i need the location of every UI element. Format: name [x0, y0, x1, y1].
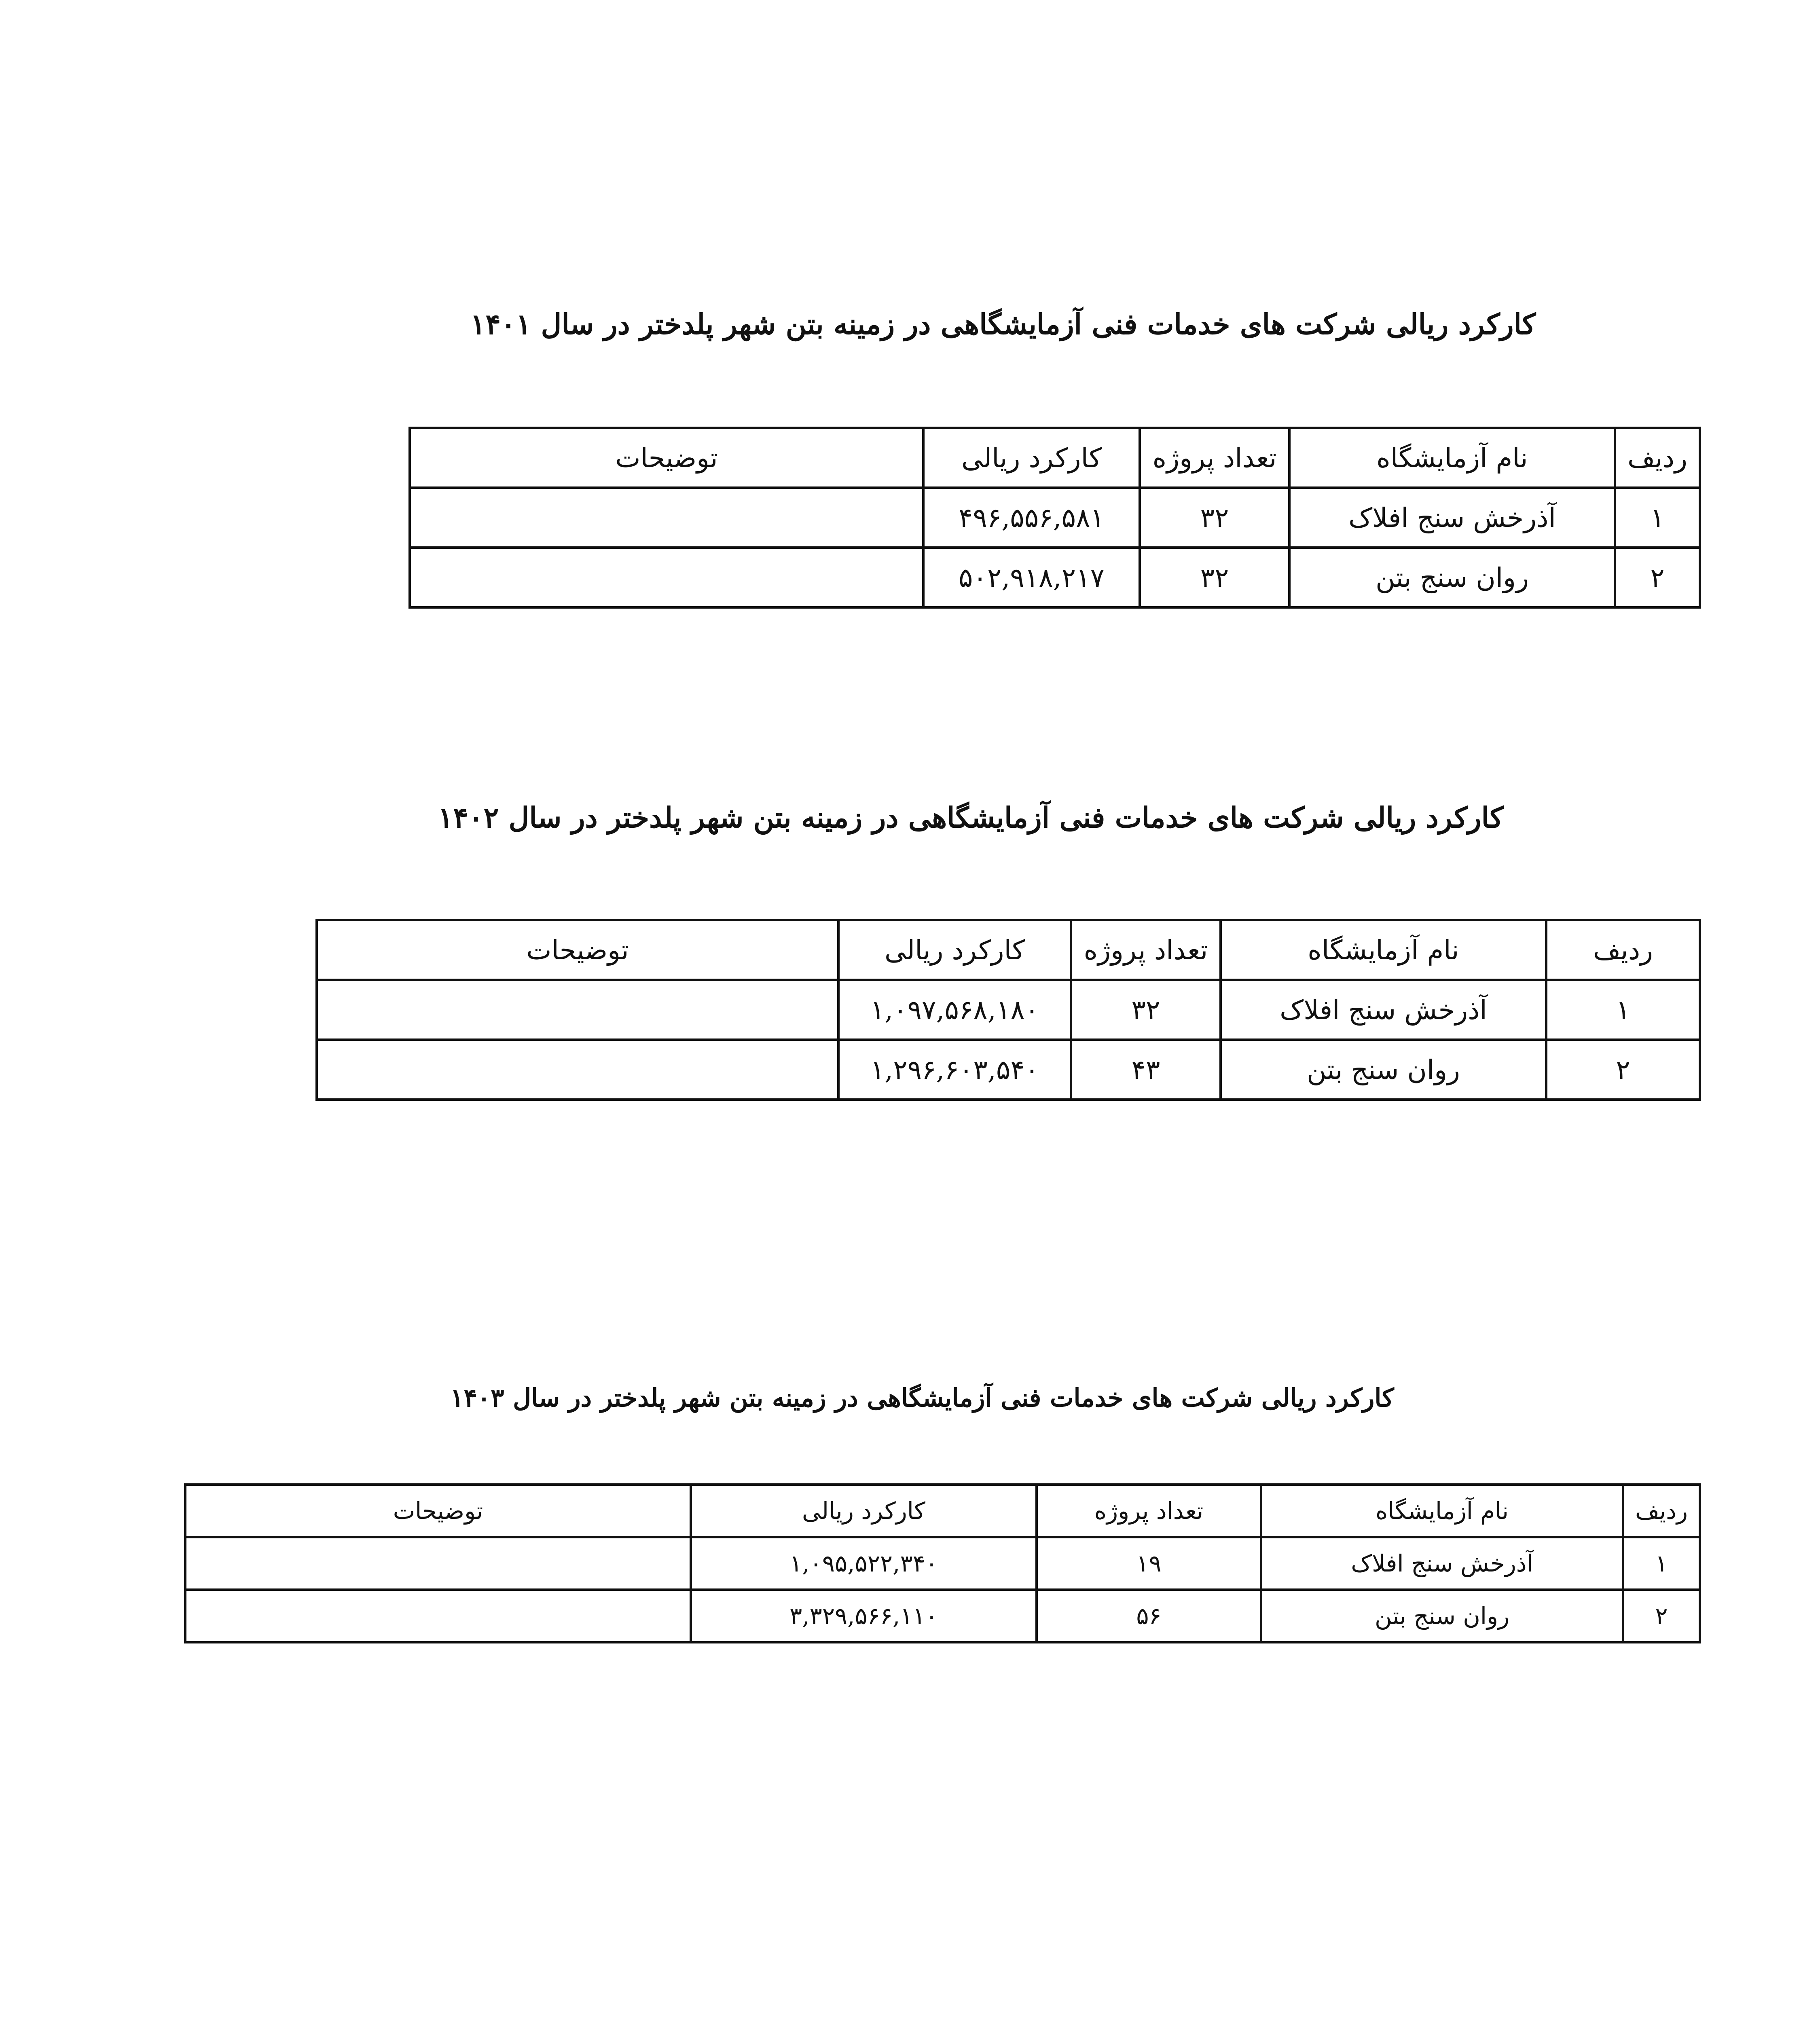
header-notes: توضیحات [317, 920, 838, 980]
table-row [185, 1537, 1700, 1590]
header-row-number: ردیف [1615, 428, 1700, 488]
cell-notes [317, 1040, 838, 1100]
cell-row-number: ۲ [1546, 1040, 1700, 1100]
cell-revenue: ۴۹۶,۵۵۶,۵۸۱ [923, 488, 1140, 548]
cell-notes [410, 488, 923, 548]
cell-revenue: ۳,۳۲۹,۵۶۶,۱۱۰ [691, 1590, 1037, 1642]
cell-notes [185, 1537, 691, 1590]
cell-row-number: ۲ [1623, 1590, 1700, 1642]
table-row [317, 1040, 1700, 1100]
cell-row-number: ۲ [1615, 548, 1700, 607]
header-project-count: تعداد پروژه [1140, 428, 1289, 488]
cell-revenue: ۱,۰۹۷,۵۶۸,۱۸۰ [838, 980, 1071, 1040]
table-title: کارکرد ریالی شرکت های خدمات فنی آزمایشگاهی در زمینه بتن شهر پلدختر در سال ۱۴۰۳ [450, 1383, 1394, 1413]
header-revenue: کارکرد ریالی [923, 428, 1140, 488]
table-row [410, 548, 1700, 607]
cell-lab-name: آذرخش سنج افلاک [1221, 980, 1546, 1040]
header-row-number: ردیف [1623, 1485, 1700, 1537]
cell-project-count: ۳۲ [1071, 980, 1221, 1040]
header-project-count: تعداد پروژه [1071, 920, 1221, 980]
cell-project-count: ۴۳ [1071, 1040, 1221, 1100]
header-revenue: کارکرد ریالی [838, 920, 1071, 980]
cell-notes [317, 980, 838, 1040]
table-header-row [317, 920, 1700, 980]
header-lab-name: نام آزمایشگاه [1289, 428, 1615, 488]
revenue-table [315, 919, 1701, 1101]
header-project-count: تعداد پروژه [1037, 1485, 1261, 1537]
cell-revenue: ۱,۲۹۶,۶۰۳,۵۴۰ [838, 1040, 1071, 1100]
cell-project-count: ۳۲ [1140, 488, 1289, 548]
cell-project-count: ۱۹ [1037, 1537, 1261, 1590]
header-notes: توضیحات [185, 1485, 691, 1537]
table-title: کارکرد ریالی شرکت های خدمات فنی آزمایشگاهی در زمینه بتن شهر پلدختر در سال ۱۴۰۱ [470, 307, 1536, 341]
cell-project-count: ۳۲ [1140, 548, 1289, 607]
table-title: کارکرد ریالی شرکت های خدمات فنی آزمایشگاهی در زمینه بتن شهر پلدختر در سال ۱۴۰۲ [438, 801, 1504, 834]
header-row-number: ردیف [1546, 920, 1700, 980]
cell-revenue: ۵۰۲,۹۱۸,۲۱۷ [923, 548, 1140, 607]
cell-lab-name: آذرخش سنج افلاک [1261, 1537, 1623, 1590]
table-row [317, 980, 1700, 1040]
cell-project-count: ۵۶ [1037, 1590, 1261, 1642]
cell-lab-name: روان سنج بتن [1289, 548, 1615, 607]
header-revenue: کارکرد ریالی [691, 1485, 1037, 1537]
cell-lab-name: روان سنج بتن [1261, 1590, 1623, 1642]
cell-row-number: ۱ [1623, 1537, 1700, 1590]
cell-revenue: ۱,۰۹۵,۵۲۲,۳۴۰ [691, 1537, 1037, 1590]
cell-row-number: ۱ [1546, 980, 1700, 1040]
cell-notes [185, 1590, 691, 1642]
header-notes: توضیحات [410, 428, 923, 488]
header-lab-name: نام آزمایشگاه [1261, 1485, 1623, 1537]
cell-lab-name: روان سنج بتن [1221, 1040, 1546, 1100]
cell-lab-name: آذرخش سنج افلاک [1289, 488, 1615, 548]
cell-row-number: ۱ [1615, 488, 1700, 548]
table-header-row [410, 428, 1700, 488]
table-header-row [185, 1485, 1700, 1537]
revenue-table [408, 427, 1701, 609]
table-row [410, 488, 1700, 548]
cell-notes [410, 548, 923, 607]
header-lab-name: نام آزمایشگاه [1221, 920, 1546, 980]
table-row [185, 1590, 1700, 1642]
revenue-table [184, 1483, 1701, 1643]
